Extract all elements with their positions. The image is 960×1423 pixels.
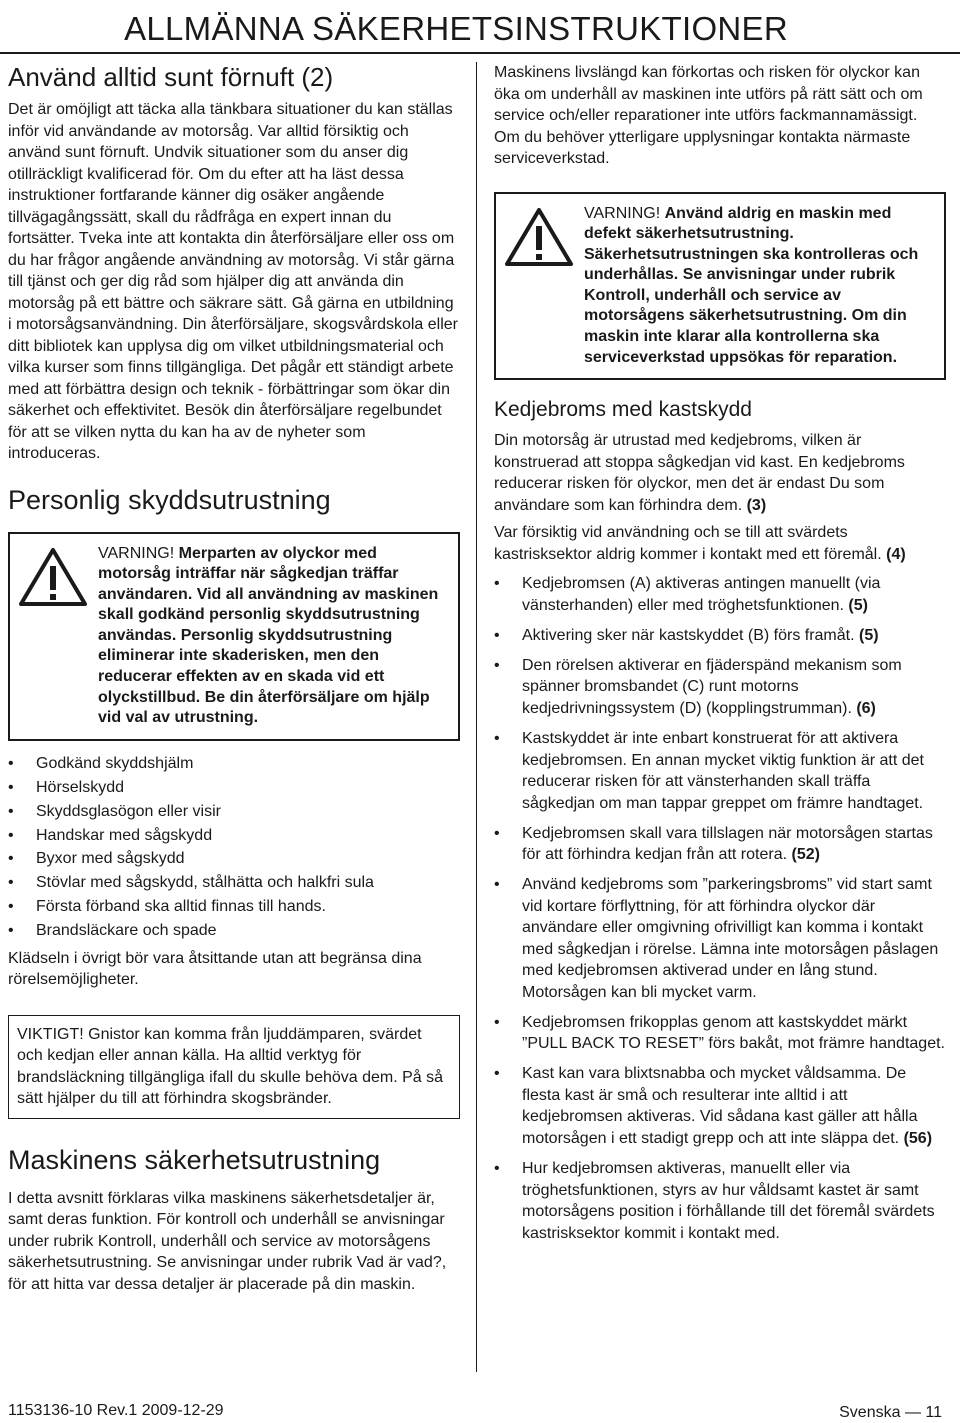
heading-sunt-fornuft: Använd alltid sunt förnuft (2): [8, 62, 334, 92]
paragraph-sunt-fornuft: Det är omöjligt att täcka alla tänkbara situationer du kan ställas inför vid användande av motorsåg. Var alltid försiktig och använd sunt förnuft. Undvik situationer som du anser dig otillräckligt kvalificerad för. Om du efter att ha läst dessa instruktioner fortfarande känner dig osäker angående tillvägagångssätt, skall du rådfråga en expert innan du fortsätter. Tveka inte att kontakta din återförsäljare eller oss om du har frågor angående användning av motorsåg. Vi står gärna till tjänst och ger dig råd som hjälper dig att använda din motorsåg på ett bättre och säkrare sätt. Gå gärna en utbildning i motorsågsanvändning. Din återförsäljare, skogsvårdskola eller ditt bibliotek kan upplysa dig om vilket utbildningsmaterial och vilka kurser som finns tillgängliga. Det pågår ett ständigt arbete med att förbättra design och teknik - förbättringar som ökar din säkerhet och effektivitet. Besök din återförsäljare regelbundet för att se vilken nytta du kan ha av de nyheter som introduceras.: [8, 101, 458, 462]
list-item-text: Använd kedjebroms som ”parkeringsbroms” vid start samt vid kortare förflyttning, för att förhindra olyckor där användare eller omgivning ofrivilligt kan komma i kontakt med sågkedjan i rörelse. Lämna inte motorsågen påslagen med kedjebromsen aktiverad under en lång stund. Motorsågen kan bli mycket varm.: [522, 876, 939, 1001]
left-column: [8, 62, 460, 1295]
paragraph-kedjebroms-2: [494, 522, 946, 565]
list-item: • Första förband ska alltid finnas till hands.: [8, 896, 460, 918]
list-item: • Byxor med sågskydd: [8, 848, 460, 870]
warning-box-skyddsutrustning: [8, 532, 460, 741]
warning-body: Använd aldrig en maskin med defekt säkerhetsutrustning. Säkerhetsutrustningen ska kontrolleras och underhållas. Se anvisningar under rubrik Kontroll, underhåll och service av motorsågens säkerhetsutrustning. Om din maskin inte klarar alla kontrollerna ska serviceverkstad uppsökas för reparation.: [584, 204, 919, 366]
column-divider: [476, 62, 477, 1372]
list-item: [494, 1063, 946, 1149]
list-item-text: Kedjebromsen frikopplas genom att kastskyddet märkt ”PULL BACK TO RESET” förs bakåt, mot främre handtaget.: [522, 1013, 945, 1053]
list-item: [494, 625, 946, 647]
list-item: [494, 728, 946, 814]
heading-kedjebroms: Kedjebroms med kastskydd: [494, 398, 752, 422]
figure-ref: (3): [746, 496, 767, 514]
warning-triangle-icon: [504, 204, 584, 369]
paragraph-text: Var försiktig vid användning och se till att svärdets kastrisksektor aldrig kommer i kontakt med ett föremål.: [494, 524, 887, 563]
list-item-text: Kastskyddet är inte enbart konstruerat för att aktivera kedjebromsen. En annan mycket viktig funktion är att det reducerar risken för att vänsterhanden skall träffa sågkedjan om man tappar greppet om främre handtaget.: [522, 730, 924, 812]
page-title: ALLMÄNNA SÄKERHETSINSTRUKTIONER: [124, 10, 788, 47]
list-item: [494, 1012, 946, 1055]
important-box: VIKTIGT! Gnistor kan komma från ljuddämparen, svärdet och kedjan eller annan källa. Ha alltid verktyg för brandsläckning tillgängliga ifall du skulle behöva dem. På så sätt hjälper du till att förhindra skogsbränder.: [8, 1015, 460, 1119]
page-header: [0, 0, 960, 54]
paragraph-kedjebroms-1: [494, 430, 946, 516]
list-item: [494, 823, 946, 866]
list-item: • Handskar med sågskydd: [8, 825, 460, 847]
list-item: [494, 1158, 946, 1244]
list-item: • Stövlar med sågskydd, stålhätta och halkfri sula: [8, 872, 460, 894]
warning-box-sakerhetsutrustning: [494, 192, 946, 381]
warning-label: VARNING!: [98, 544, 179, 562]
list-item-text: Aktivering sker när kastskyddet (B) förs framåt.: [522, 626, 859, 644]
right-column: [494, 62, 946, 1253]
kedjebroms-list: [494, 573, 946, 1244]
figure-ref: (6): [856, 699, 876, 717]
footer-document-id: 1153136-10 Rev.1 2009-12-29: [8, 1402, 224, 1419]
warning-body: Merparten av olyckor med motorsåg inträffar när sågkedjan träffar användaren. Vid all användning av maskinen skall godkänd personlig skyddsutrustning användas. Personlig skyddsutrustning eliminerar inte skaderisken, men den reducerar effekten av en skada vid ett olyckstillbud. Be din återförsäljare om hjälp vid val av utrustning.: [98, 544, 439, 727]
equipment-list: [8, 753, 460, 942]
list-item-text: Kedjebromsen skall vara tillslagen när motorsågen startas för att förhindra kedjan från att rotera.: [522, 824, 933, 864]
list-item: • Skyddsglasögon eller visir: [8, 801, 460, 823]
warning-text: [584, 204, 938, 369]
warning-triangle-icon: [18, 544, 98, 729]
warning-text: [98, 544, 452, 729]
footer-page-number: Svenska — 11: [839, 1404, 942, 1421]
paragraph-text: Din motorsåg är utrustad med kedjebroms, vilken är konstruerad att stoppa sågkedjan vid kast. En kedjebroms reducerar risken för olyckor, men det är endast Du som användare som kan förhindra dem.: [494, 432, 905, 514]
list-item: • Hörselskydd: [8, 777, 460, 799]
figure-ref: (5): [859, 626, 879, 644]
list-item: [494, 573, 946, 616]
list-item: • Brandsläckare och spade: [8, 920, 460, 942]
figure-ref: (5): [848, 596, 868, 614]
figure-ref: (52): [791, 846, 820, 864]
figure-ref: (4): [886, 545, 906, 563]
list-item: • Godkänd skyddshjälm: [8, 753, 460, 775]
paragraph-kladsel: Klädseln i övrigt bör vara åtsittande utan att begränsa dina rörelsemöjligheter.: [8, 949, 422, 989]
figure-ref: (56): [903, 1129, 933, 1147]
list-item: [494, 874, 946, 1003]
list-item-text: Hur kedjebromsen aktiveras, manuellt eller via tröghetsfunktionen, styrs av hur våldsamt kastet är samt motorsågens position i förhållande till det föremål svärdets kastrisksektor kommit i kontakt med.: [522, 1160, 935, 1242]
list-item-text: Den rörelsen aktiverar en fjäderspänd mekanism som spänner bromsbandet (C) runt motorns kedjedrivningssystem (D) (kopplingstrumman).: [522, 656, 902, 717]
list-item: [494, 655, 946, 720]
heading-maskinens-sakerhet: Maskinens säkerhetsutrustning: [8, 1144, 381, 1175]
heading-skyddsutrustning: Personlig skyddsutrustning: [8, 484, 331, 515]
list-item-text: Kast kan vara blixtsnabba och mycket våldsamma. De flesta kast är små och resulterar inte alltid i att kedjebromsen aktiveras. Vid sådana kast gäller att hålla motorsågen i ett stadigt grepp och att inte släppa det.: [522, 1065, 918, 1147]
list-item-text: Kedjebromsen (A) aktiveras antingen manuellt (via vänsterhanden) eller med tröghetsfunktionen.: [522, 575, 881, 614]
warning-label: VARNING!: [584, 204, 665, 222]
paragraph-livslangd: Maskinens livslängd kan förkortas och risken för olyckor kan öka om underhåll av maskinen inte utförs på rätt sätt och om service och/eller reparationer inte utförs fackmannamässigt. Om du behöver ytterligare upplysningar kontakta närmaste serviceverkstad.: [494, 64, 923, 167]
paragraph-maskinens-sakerhet: I detta avsnitt förklaras vilka maskinens säkerhetsdetaljer är, samt deras funktion. För kontroll och underhåll se anvisningar under rubrik Kontroll, underhåll och service av motorsågens säkerhetsutrustning. Se anvisningar under rubrik Vad är vad?, för att hitta var dessa detaljer är placerade på din maskin.: [8, 1189, 447, 1293]
